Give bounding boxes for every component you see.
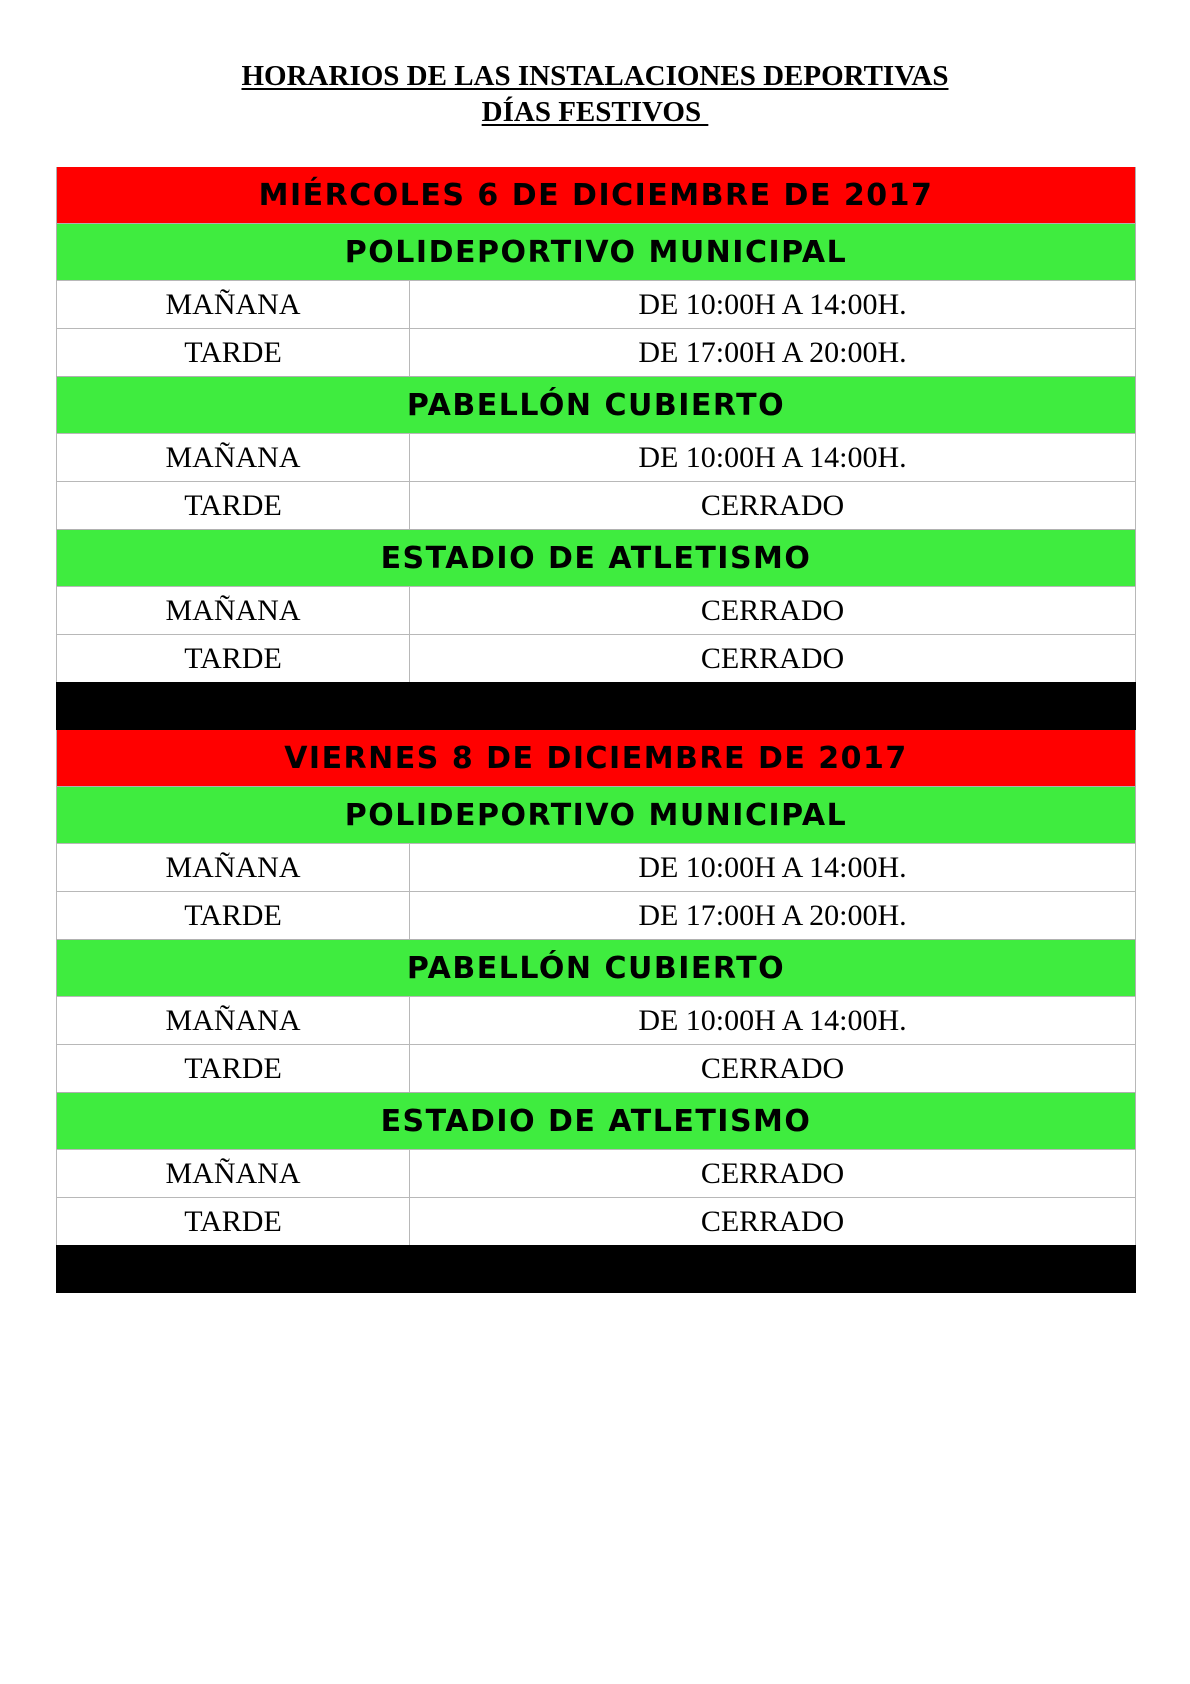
period-cell: MAÑANA — [57, 844, 410, 891]
facility-header: ESTADIO DE ATLETISMO — [56, 529, 1136, 586]
hours-cell: DE 10:00H A 14:00H. — [638, 440, 907, 474]
hours-cell: DE 10:00H A 14:00H. — [638, 1003, 907, 1037]
facility-header: PABELLÓN CUBIERTO — [56, 939, 1136, 996]
hours-cell: CERRADO — [700, 1204, 845, 1238]
table-row — [56, 1197, 1136, 1245]
table-row — [56, 843, 1136, 891]
table-row — [56, 634, 1136, 682]
period-cell: MAÑANA — [57, 434, 410, 481]
period-cell: TARDE — [57, 1045, 410, 1092]
table-row — [56, 996, 1136, 1044]
hours-cell: DE 17:00H A 20:00H. — [638, 335, 907, 369]
period-cell: MAÑANA — [57, 1150, 410, 1197]
table-row — [56, 1149, 1136, 1197]
facility-header: POLIDEPORTIVO MUNICIPAL — [56, 223, 1136, 280]
table-row — [56, 586, 1136, 634]
period-cell: MAÑANA — [57, 997, 410, 1044]
facility-header: PABELLÓN CUBIERTO — [56, 376, 1136, 433]
period-cell: MAÑANA — [57, 281, 410, 328]
hours-cell: CERRADO — [700, 641, 845, 675]
hours-cell: CERRADO — [700, 488, 845, 522]
period-cell: TARDE — [57, 482, 410, 529]
hours-cell: CERRADO — [700, 1051, 845, 1085]
table-row — [56, 280, 1136, 328]
period-cell: TARDE — [57, 635, 410, 682]
period-cell: TARDE — [57, 1198, 410, 1245]
hours-cell: CERRADO — [700, 1156, 845, 1190]
period-cell: TARDE — [57, 329, 410, 376]
day-header: VIERNES 8 DE DICIEMBRE DE 2017 — [56, 730, 1136, 786]
hours-cell: DE 10:00H A 14:00H. — [638, 287, 907, 321]
table-row — [56, 433, 1136, 481]
table-row — [56, 328, 1136, 376]
period-cell: TARDE — [57, 892, 410, 939]
separator-bar — [56, 1245, 1136, 1293]
title-line-2: DÍAS FESTIVOS — [481, 96, 709, 128]
schedule-table — [56, 167, 1136, 1293]
period-cell: MAÑANA — [57, 587, 410, 634]
hours-cell: DE 10:00H A 14:00H. — [638, 850, 907, 884]
document-title — [0, 58, 1190, 130]
table-row — [56, 1044, 1136, 1092]
hours-cell: CERRADO — [700, 593, 845, 627]
facility-header: ESTADIO DE ATLETISMO — [56, 1092, 1136, 1149]
table-row — [56, 481, 1136, 529]
title-line-1: HORARIOS DE LAS INSTALACIONES DEPORTIVAS — [241, 60, 949, 92]
separator-bar — [56, 682, 1136, 730]
facility-header: POLIDEPORTIVO MUNICIPAL — [56, 786, 1136, 843]
table-row — [56, 891, 1136, 939]
hours-cell: DE 17:00H A 20:00H. — [638, 898, 907, 932]
day-header: MIÉRCOLES 6 DE DICIEMBRE DE 2017 — [56, 167, 1136, 223]
